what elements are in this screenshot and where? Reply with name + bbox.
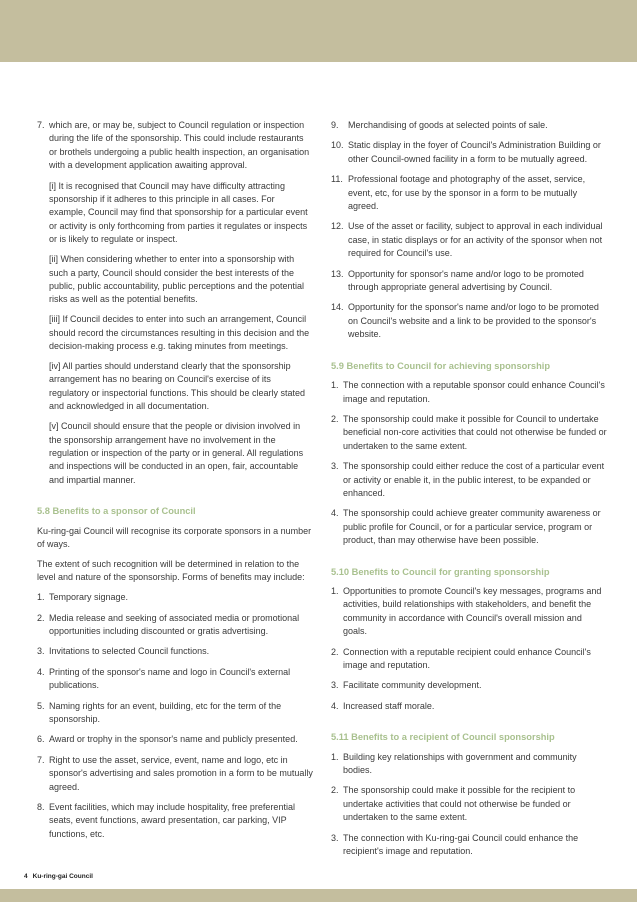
- footer-org: Ku-ring-gai Council: [32, 873, 93, 880]
- list-item: [331, 679, 607, 692]
- item-7-list: [37, 119, 313, 173]
- item-text: Facilitate community development.: [343, 680, 482, 691]
- item-number: 2.: [331, 785, 339, 796]
- list-item: [37, 666, 313, 693]
- intro-paragraph: The extent of such recognition will be determined in relation to the level and nature of the sponsorship. Forms of benefits may include:: [37, 558, 305, 583]
- list-item: [331, 268, 607, 295]
- list-item: [331, 413, 607, 453]
- item-text: Media release and seeking of associated media or promotional opportunities including discounted or gratis advertising.: [49, 612, 300, 636]
- item-number: 7.: [37, 754, 45, 765]
- item-text: Opportunity for sponsor's name and/or logo to be promoted through appropriate general advertising by Council.: [348, 268, 584, 293]
- list-item: [331, 751, 607, 778]
- list-item: [331, 507, 607, 547]
- benefits-list-5-11: [331, 751, 607, 859]
- item-text: The sponsorship could make it possible for Council to undertake beneficial non-core activities that could not otherwise be funded or undertaken to the same extent.: [343, 413, 607, 451]
- list-item: [37, 645, 313, 658]
- sub-clause: [iii] If Council decides to enter into such an arrangement, Council should record the circumstances resulting in this decision and the decision-making process e.g. taking minutes from meetings.: [49, 314, 310, 352]
- intro-paragraph: Ku-ring-gai Council will recognise its corporate sponsors in a number of ways.: [37, 525, 312, 549]
- list-item: [37, 733, 313, 746]
- item-text: The connection with a reputable sponsor could enhance Council's image and reputation.: [343, 380, 605, 404]
- list-item: [37, 700, 313, 727]
- item-number: 4.: [331, 700, 339, 711]
- page-footer: [24, 870, 98, 883]
- item-text: Printing of the sponsor's name and logo in Council's external publications.: [49, 666, 291, 691]
- sub-clauses: [37, 180, 313, 488]
- item-text: Increased staff morale.: [343, 700, 435, 711]
- item-text: Connection with a reputable recipient could enhance Council's image and reputation.: [343, 646, 591, 670]
- item-text: Professional footage and photography of the asset, service, event, etc, for use by the sponsor in a form to be mutually agreed.: [348, 174, 586, 212]
- item-text: Opportunity for the sponsor's name and/or logo to be promoted on Council's website and a link to be provided to the sponsor's website.: [348, 302, 599, 340]
- list-item: [331, 832, 607, 859]
- item-number: 4.: [331, 508, 339, 519]
- item-text: Building key relationships with government and community bodies.: [343, 751, 577, 776]
- item-number: 3.: [331, 680, 339, 691]
- list-item: [331, 220, 607, 260]
- sub-clause: [ii] When considering whether to enter into a sponsorship with such a party, Council should consider the best interests of the public, public accountability, public perceptions and the potential risks as well as the potential benefits.: [49, 254, 304, 305]
- list-item: [37, 612, 313, 639]
- benefits-list-5-9: [331, 379, 607, 547]
- left-column: [37, 119, 313, 848]
- item-number: 3.: [331, 461, 339, 472]
- section-heading-5-8: 5.8 Benefits to a sponsor of Council: [37, 506, 196, 517]
- item-text: The sponsorship could achieve greater community awareness or public profile for Council, or for a particular service, program or product, than may otherwise have been possible.: [343, 508, 601, 546]
- item-text: The sponsorship could either reduce the cost of a particular event or activity or enable it, in the public interest, to be expanded or enhanced.: [343, 461, 605, 498]
- item-text: Temporary signage.: [49, 592, 129, 603]
- benefits-list-5-8: [37, 591, 313, 841]
- item-number: 3.: [331, 832, 339, 843]
- item-number: 8.: [37, 802, 45, 813]
- list-item: [331, 460, 607, 500]
- item-number: 3.: [37, 646, 45, 657]
- item-number: 2.: [37, 612, 45, 623]
- list-item: [331, 301, 607, 341]
- footer-band: [0, 889, 637, 902]
- item-text: Right to use the asset, service, event, name and logo, etc in sponsor's advertising and sales promotion in a form to be mutually agreed.: [49, 754, 313, 792]
- item-number: 2.: [331, 413, 339, 424]
- item-text: The sponsorship could make it possible for the recipient to undertake activities that could not otherwise be funded or undertaken to the same extent.: [343, 785, 576, 823]
- item-text: Event facilities, which may include hospitality, free preferential seats, event functions, award presentation, car parking, VIP functions, etc.: [49, 802, 295, 839]
- item-text: Award or trophy in the sponsor's name and publicly presented.: [49, 734, 298, 745]
- item-text: Opportunities to promote Council's key messages, programs and activities, build relationships with stakeholders, and benefit the community in accordance with Council's overall mission and goals.: [343, 585, 602, 637]
- right-column: [331, 119, 607, 865]
- list-item: [37, 754, 313, 794]
- list-item: [331, 379, 607, 406]
- item-text: which are, or may be, subject to Council regulation or inspection during the life of the sponsorship. This could include restaurants or brothels undergoing a public health inspection, an organisation with a development application awaiting approval.: [49, 120, 310, 171]
- item-text: Use of the asset or facility, subject to approval in each individual case, in static displays or for an activity of the sponsor when not required for Council's use.: [348, 221, 603, 259]
- section-heading-5-11: 5.11 Benefits to a recipient of Council sponsorship: [331, 732, 555, 743]
- item-number: 1.: [331, 585, 339, 596]
- item-text: Naming rights for an event, building, etc for the term of the sponsorship.: [49, 700, 282, 725]
- item-number: 9.: [331, 120, 339, 130]
- item-number: 10.: [331, 140, 344, 151]
- sub-clause: [i] It is recognised that Council may have difficulty attracting sponsorship if it adheres to this principle in all cases. For example, Council may find that sponsorship for a particular event or activity is only forthcoming from parties it regulates or inspects or is likely to regulate or inspect.: [49, 180, 308, 245]
- list-item: [37, 591, 313, 604]
- list-item: [331, 700, 607, 713]
- item-number: 12.: [331, 221, 344, 232]
- item-text: Invitations to selected Council functions.: [49, 646, 210, 657]
- item-number: 4.: [37, 666, 45, 677]
- benefits-list-5-10: [331, 585, 607, 713]
- item-number: 1.: [331, 751, 339, 762]
- page-number: 4: [24, 873, 28, 880]
- item-number: 5.: [37, 700, 45, 711]
- item-number: 1.: [331, 380, 339, 391]
- list-item: [331, 585, 607, 639]
- header-band: [0, 0, 637, 62]
- list-item: [331, 139, 607, 166]
- item-text: Static display in the foyer of Council's Administration Building or other Council-owned facility in a form to be mutually agreed.: [348, 140, 601, 164]
- sub-clause: [v] Council should ensure that the people or division involved in the sponsorship arrangement have no involvement in the regulation or inspection of the party or in general. All regulations and inspections will be conducted in an open, fair, accountable and impartial manner.: [49, 421, 304, 485]
- list-item: [37, 801, 313, 841]
- benefits-list-5-8-continued: [331, 119, 607, 342]
- section-heading-5-10: 5.10 Benefits to Council for granting sponsorship: [331, 566, 550, 577]
- list-item: [37, 119, 313, 173]
- item-number: 14.: [331, 302, 344, 313]
- item-number: 7.: [37, 120, 45, 130]
- list-item: [331, 784, 607, 824]
- item-text: Merchandising of goods at selected points of sale.: [348, 120, 548, 130]
- sub-clause: [iv] All parties should understand clearly that the sponsorship arrangement has no bearing on Council's exercise of its regulatory or inspectorial functions. This should be clearly stated and acknowledged in all documentation.: [49, 361, 305, 412]
- item-number: 2.: [331, 646, 339, 657]
- section-heading-5-9: 5.9 Benefits to Council for achieving sponsorship: [331, 360, 551, 371]
- item-number: 1.: [37, 592, 45, 603]
- list-item: [331, 173, 607, 213]
- list-item: [331, 646, 607, 673]
- item-text: The connection with Ku-ring-gai Council could enhance the recipient's image and reputation.: [343, 832, 579, 857]
- list-item: [331, 119, 607, 132]
- item-number: 13.: [331, 268, 344, 279]
- item-number: 6.: [37, 734, 45, 745]
- item-number: 11.: [331, 174, 343, 185]
